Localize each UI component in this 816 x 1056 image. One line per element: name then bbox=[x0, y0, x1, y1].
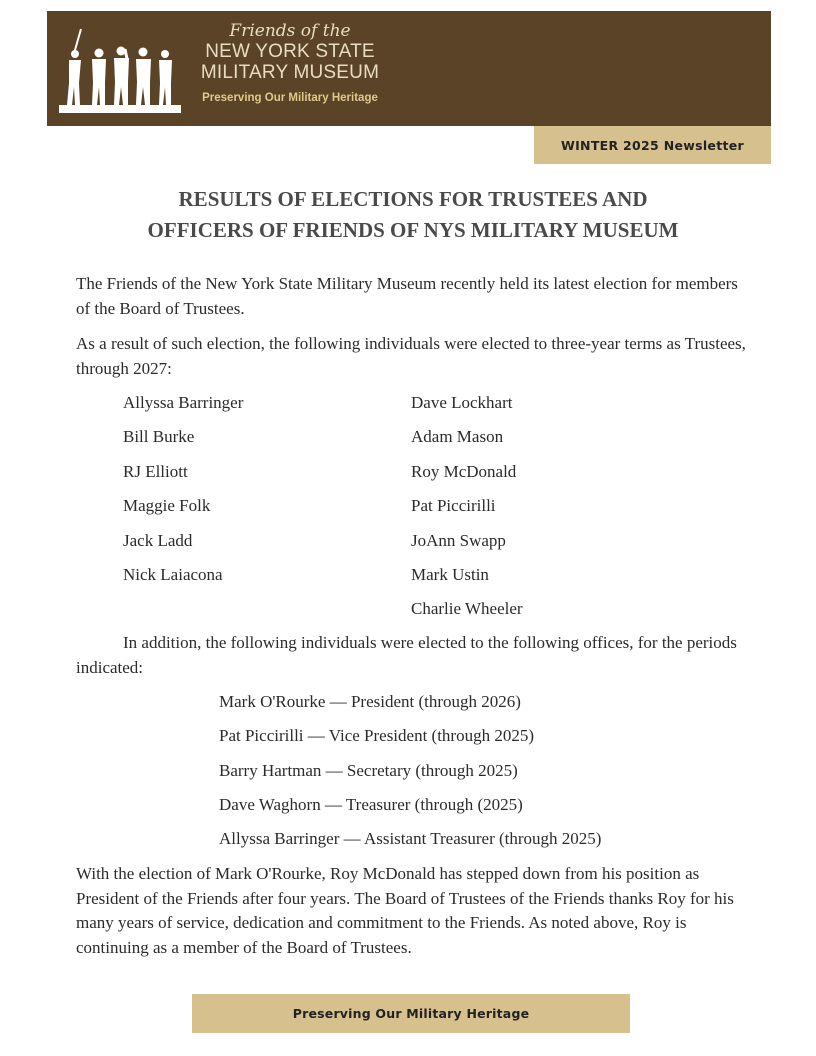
intro-paragraph: The Friends of the New York State Military Museum recently held its latest election for members of the Board of Trustees. bbox=[76, 274, 738, 318]
trustees-intro-paragraph: As a result of such election, the following individuals were elected to three-year terms as Trustees, through 2027: bbox=[76, 334, 746, 378]
closing-paragraph: With the election of Mark O'Rourke, Roy McDonald has stepped down from his position as President of the Friends after four years. The Board of Trustees of the Friends thanks Roy for his many years of service, dedication and commitment to the Friends. As noted above, Roy is continuing as a member of the Board of Trustees. bbox=[76, 864, 734, 957]
officers-list bbox=[219, 690, 601, 861]
trustee-name: Pat Piccirilli bbox=[411, 496, 496, 516]
trustee-name: Mark Ustin bbox=[411, 564, 489, 584]
trustee-name: Roy McDonald bbox=[411, 461, 517, 481]
headline-line-1: RESULTS OF ELECTIONS FOR TRUSTEES AND bbox=[178, 187, 648, 211]
logo-ground bbox=[59, 105, 181, 113]
trustees-list-right bbox=[411, 391, 523, 632]
trustee-name: Allyssa Barringer bbox=[123, 393, 244, 412]
newsletter-edition-tab: WINTER 2025 Newsletter bbox=[534, 126, 771, 164]
headline-line-2: OFFICERS OF FRIENDS OF NYS MILITARY MUSEUM bbox=[147, 218, 679, 242]
footer-tagline-bar: Preserving Our Military Heritage bbox=[192, 994, 630, 1033]
officer-entry: Barry Hartman — Secretary (through 2025) bbox=[219, 760, 518, 780]
trustee-name: Bill Burke bbox=[123, 427, 195, 447]
officer-entry: Pat Piccirilli — Vice President (through 2025) bbox=[219, 726, 535, 746]
trustee-name: Maggie Folk bbox=[123, 496, 211, 516]
officers-intro-paragraph: In addition, the following individuals were elected to the following offices, for the periods indicated: bbox=[76, 633, 737, 677]
trustee-name: RJ Elliott bbox=[123, 461, 188, 481]
header-banner bbox=[47, 11, 771, 126]
logo-tagline: Preserving Our Military Heritage bbox=[202, 92, 378, 104]
logo-friends-text: Friends of the bbox=[229, 21, 351, 41]
trustee-name: Charlie Wheeler bbox=[411, 599, 523, 619]
trustee-name: Adam Mason bbox=[411, 427, 504, 447]
soldiers-silhouette-logo bbox=[59, 27, 181, 113]
trustees-list-left bbox=[123, 391, 243, 597]
officer-entry: Dave Waghorn — Treasurer (through (2025) bbox=[219, 794, 523, 814]
logo-line-1: NEW YORK STATE bbox=[205, 41, 375, 62]
article-headline bbox=[60, 184, 766, 246]
officer-entry: Mark O'Rourke — President (through 2026) bbox=[219, 692, 521, 711]
trustee-name: Jack Ladd bbox=[123, 530, 193, 550]
logo-line-2: MILITARY MUSEUM bbox=[200, 62, 380, 83]
logo-wordmark bbox=[195, 21, 385, 107]
officer-entry: Allyssa Barringer — Assistant Treasurer (through 2025) bbox=[219, 829, 602, 849]
trustee-name: JoAnn Swapp bbox=[411, 530, 506, 550]
trustee-name: Dave Lockhart bbox=[411, 393, 513, 412]
trustee-name: Nick Laiacona bbox=[123, 564, 223, 584]
